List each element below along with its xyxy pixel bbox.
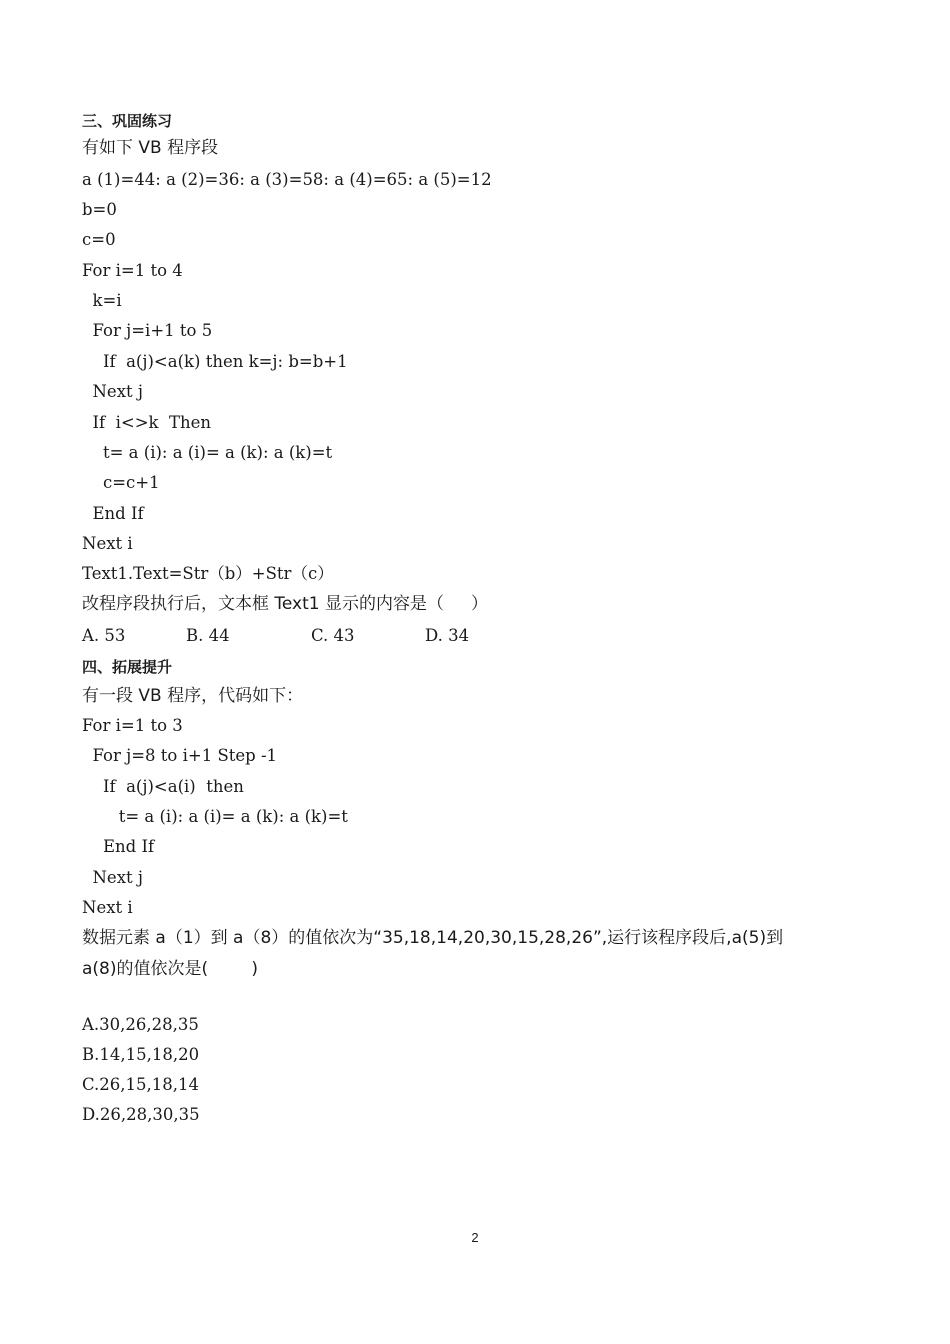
- code-line: k=i: [82, 291, 122, 310]
- code-line: If a(j)<a(i) then: [82, 777, 244, 796]
- code-line: If i<>k Then: [82, 413, 212, 432]
- code-line: a (1)=44: a (2)=36: a (3)=58: a (4)=65: a (5)=12: [82, 170, 492, 189]
- option-c: C.26,15,18,14: [82, 1075, 199, 1094]
- code-line: For j=i+1 to 5: [82, 321, 213, 340]
- page-number: 2: [471, 1230, 479, 1245]
- code-line: Next i: [82, 534, 133, 553]
- option-a: A. 53: [82, 626, 126, 645]
- code-line: t= a (i): a (i)= a (k): a (k)=t: [82, 807, 348, 826]
- code-line: If a(j)<a(k) then k=j: b=b+1: [82, 352, 348, 371]
- section3-question: 改程序段执行后，文本框 Text1 显示的内容是（ ）: [82, 594, 489, 614]
- code-line: c=c+1: [82, 473, 160, 492]
- code-line: For j=8 to i+1 Step -1: [82, 746, 278, 765]
- section4-question-line2: a(8)的值依次是( ): [82, 959, 258, 979]
- section4-intro: 有一段 VB 程序，代码如下：: [82, 686, 304, 706]
- code-line: t= a (i): a (i)= a (k): a (k)=t: [82, 443, 333, 462]
- option-c: C. 43: [311, 626, 355, 645]
- option-a: A.30,26,28,35: [82, 1015, 199, 1034]
- code-line: b=0: [82, 200, 117, 219]
- option-b: B. 44: [186, 626, 230, 645]
- section4-question-line1: 数据元素 a（1）到 a（8）的值依次为“35,18,14,20,30,15,28,26”,运行该程序段后,a(5)到: [82, 928, 784, 948]
- section3-heading: 三、巩固练习: [82, 112, 173, 130]
- option-b: B.14,15,18,20: [82, 1045, 200, 1064]
- code-line: c=0: [82, 230, 116, 249]
- code-line: For i=1 to 3: [82, 716, 183, 735]
- code-line: Text1.Text=Str（b）+Str（c）: [82, 564, 334, 583]
- code-line: End If: [82, 837, 155, 856]
- section4-heading: 四、拓展提升: [82, 658, 173, 676]
- code-line: Next i: [82, 898, 133, 917]
- option-d: D.26,28,30,35: [82, 1105, 200, 1124]
- code-line: For i=1 to 4: [82, 261, 183, 280]
- code-line: Next j: [82, 382, 143, 401]
- code-line: End If: [82, 504, 144, 523]
- option-d: D. 34: [425, 626, 470, 645]
- code-line: Next j: [82, 868, 143, 887]
- section3-intro: 有如下 VB 程序段: [82, 138, 219, 158]
